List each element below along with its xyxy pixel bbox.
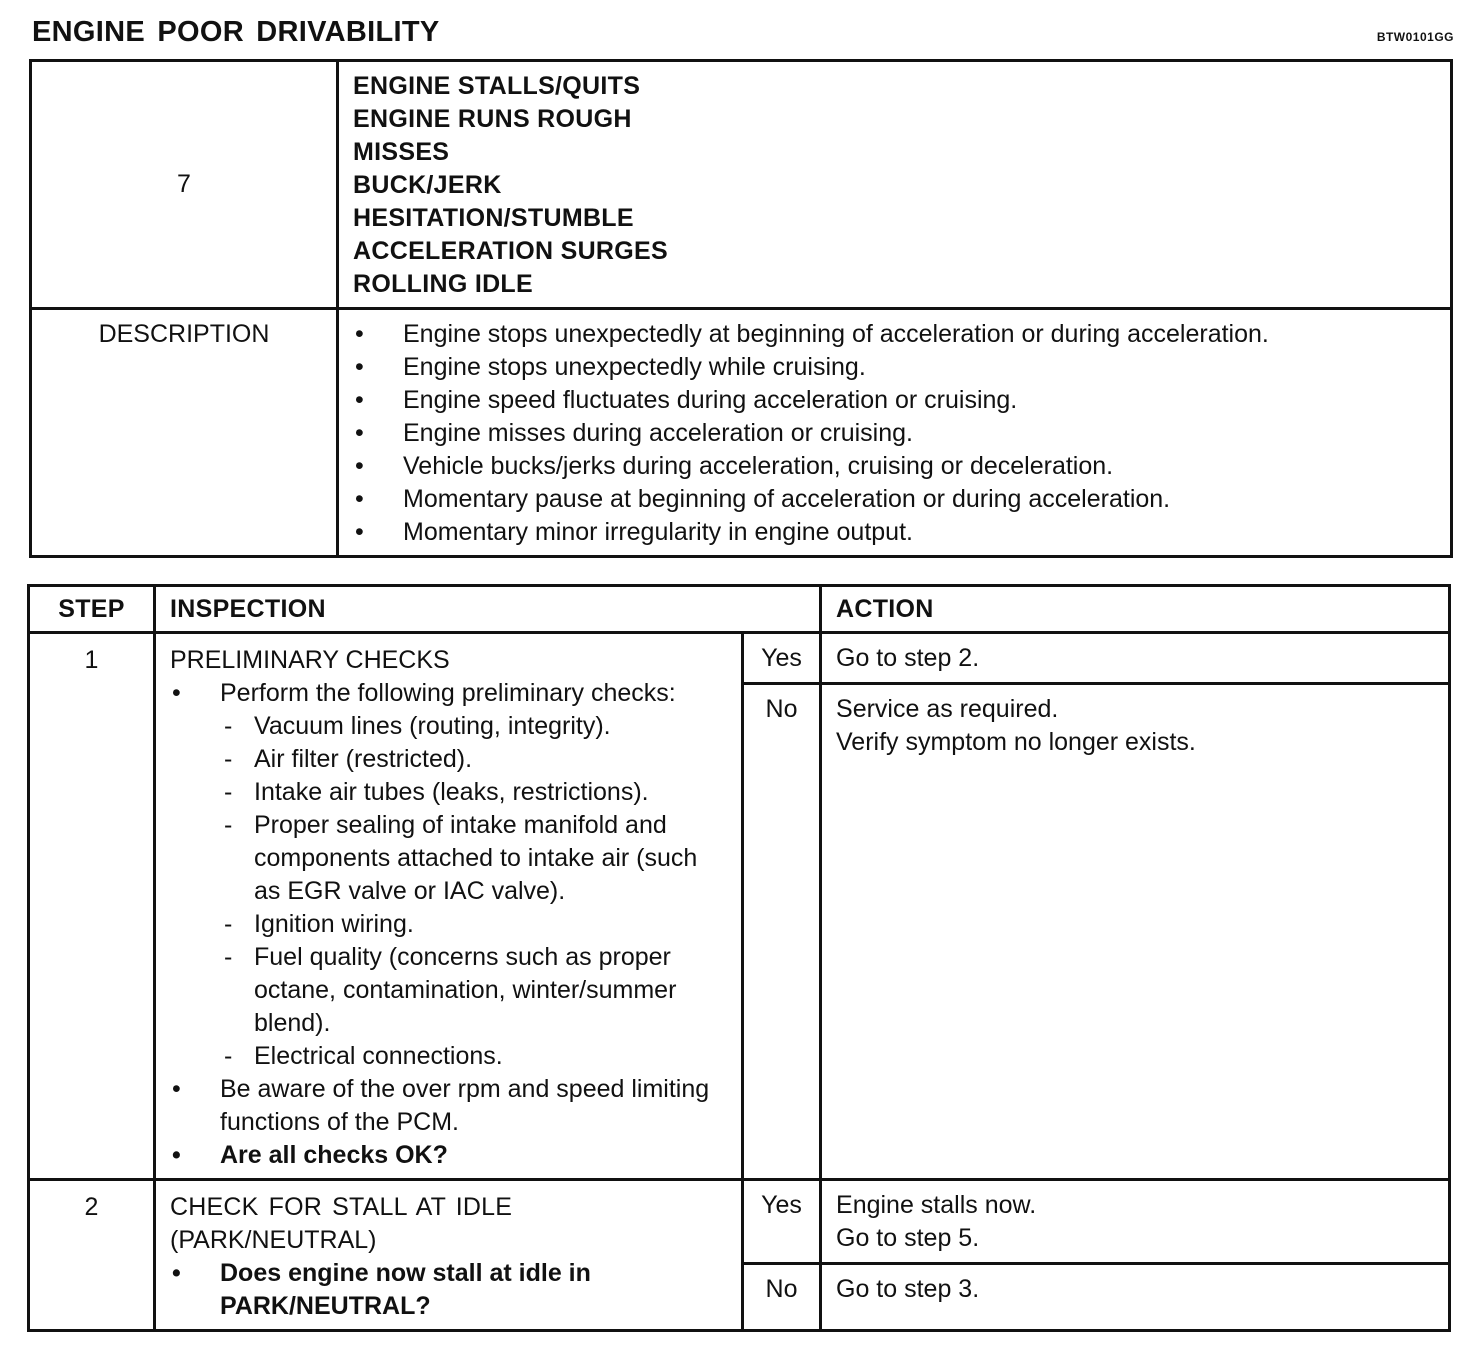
symptom-item: BUCK/JERK	[353, 171, 502, 199]
step2-title-sub: (PARK/NEUTRAL)	[170, 1226, 377, 1254]
description-item: • Vehicle bucks/jerks during acceleration, cruising or deceleration.	[353, 450, 1436, 483]
description-row	[31, 309, 1452, 557]
check-item: - Air filter (restricted).	[220, 743, 727, 776]
step1-yes-row	[29, 633, 1450, 684]
check-item: - Intake air tubes (leaks, restrictions).	[220, 776, 727, 809]
question-line: PARK/NEUTRAL?	[220, 1292, 431, 1320]
header-inspection: INSPECTION	[155, 586, 821, 633]
question-line: Does engine now stall at idle in	[220, 1259, 591, 1287]
step1-bullet: • Be aware of the over rpm and speed limiting functions of the PCM.	[170, 1073, 727, 1139]
action-line: Verify symptom no longer exists.	[836, 728, 1196, 757]
action-line: Engine stalls now.	[836, 1191, 1037, 1219]
symptom-item: ACCELERATION SURGES	[353, 237, 668, 265]
header-action: ACTION	[821, 586, 1450, 633]
steps-header-row	[29, 586, 1450, 633]
symptom-item: ENGINE RUNS ROUGH	[353, 105, 632, 133]
step2-no-label: No	[743, 1263, 821, 1330]
check-item: - Electrical connections.	[220, 1040, 727, 1073]
description-item: • Engine stops unexpectedly at beginning of acceleration or during acceleration.	[353, 318, 1436, 351]
step1-no-label: No	[743, 684, 821, 1180]
page-title: ENGINE POOR DRIVABILITY	[32, 16, 440, 48]
step2-yes-row	[29, 1180, 1450, 1264]
check-item: - Fuel quality (concerns such as proper octane, contamination, winter/summer blend).	[220, 941, 727, 1040]
step2-inspection	[155, 1180, 743, 1331]
symptom-row	[31, 61, 1452, 309]
check-item: - Vacuum lines (routing, integrity).	[220, 710, 727, 743]
action-line: Service as required.	[836, 695, 1059, 724]
header-step: STEP	[29, 586, 155, 633]
step1-yes-action: Go to step 2.	[821, 633, 1450, 684]
steps-table	[27, 584, 1451, 1332]
symptom-item: ROLLING IDLE	[353, 270, 533, 298]
step1-number: 1	[29, 633, 155, 1180]
document-code: BTW0101GG	[1376, 30, 1454, 44]
symptom-list	[338, 61, 1452, 309]
description-item: • Engine speed fluctuates during acceleration or cruising.	[353, 384, 1436, 417]
step2-title: CHECK FOR STALL AT IDLE	[170, 1193, 513, 1221]
step2-question	[170, 1257, 727, 1323]
step1-inspection	[155, 633, 743, 1180]
step1-title: PRELIMINARY CHECKS	[170, 646, 450, 674]
description-item: • Engine misses during acceleration or cruising.	[353, 417, 1436, 450]
check-item: - Ignition wiring.	[220, 908, 727, 941]
step1-no-action	[821, 684, 1450, 1180]
step2-yes-action	[821, 1180, 1450, 1264]
action-line: Go to step 5.	[836, 1224, 980, 1252]
check-item: - Proper sealing of intake manifold and components attached to intake air (such as EGR valve or IAC valve).	[220, 809, 727, 908]
step1-bullet: • Perform the following preliminary checks:	[170, 677, 727, 710]
step2-yes-label: Yes	[743, 1180, 821, 1264]
description-label: DESCRIPTION	[31, 309, 338, 557]
step1-yes-label: Yes	[743, 633, 821, 684]
symptom-number: 7	[31, 61, 338, 309]
symptom-table	[29, 59, 1453, 558]
symptom-item: ENGINE STALLS/QUITS	[353, 72, 641, 100]
symptom-item: HESITATION/STUMBLE	[353, 204, 634, 232]
description-list	[338, 309, 1452, 557]
step1-question: • Are all checks OK?	[170, 1139, 727, 1172]
step2-no-action: Go to step 3.	[821, 1263, 1450, 1330]
description-item: • Engine stops unexpectedly while cruising.	[353, 351, 1436, 384]
description-item: • Momentary pause at beginning of acceleration or during acceleration.	[353, 483, 1436, 516]
description-item: • Momentary minor irregularity in engine output.	[353, 516, 1436, 549]
symptom-item: MISSES	[353, 138, 450, 166]
step2-number: 2	[29, 1180, 155, 1331]
